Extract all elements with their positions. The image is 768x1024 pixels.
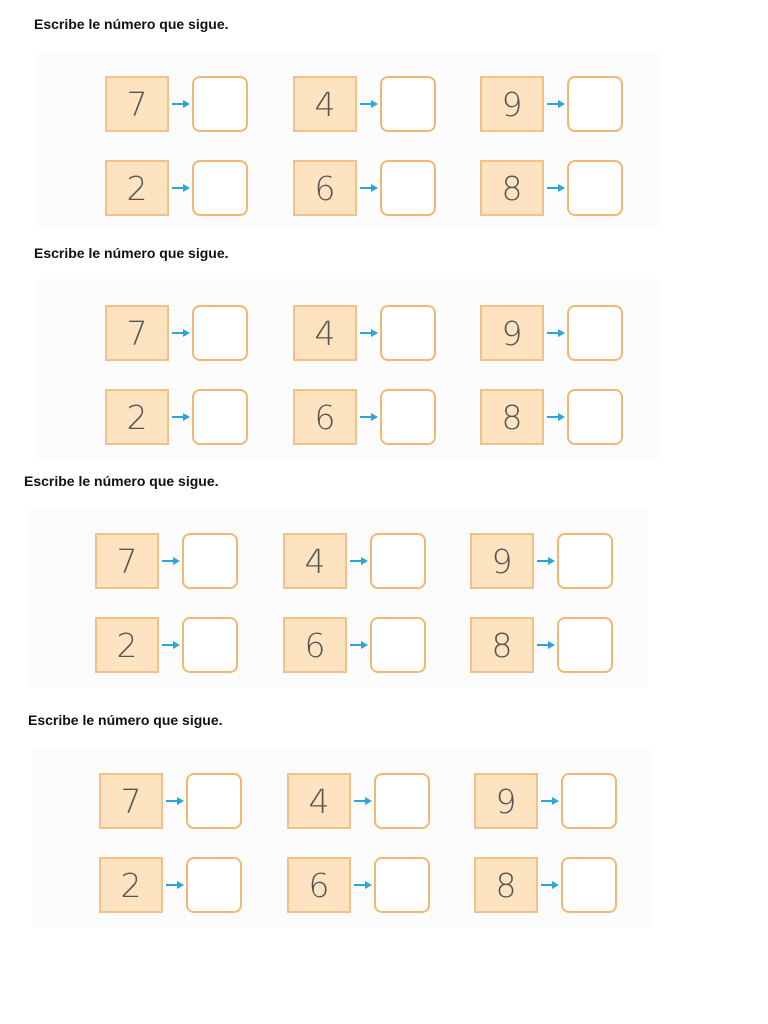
exercise-item [480, 305, 625, 365]
exercise-item [480, 76, 625, 136]
instruction-3: Escribe le número que sigue. [24, 473, 219, 489]
exercise-item [470, 533, 615, 593]
given-number: 6 [293, 160, 357, 216]
given-number: 8 [474, 857, 538, 913]
given-number: 4 [283, 533, 347, 589]
arrow-right-icon [171, 327, 191, 339]
exercise-item [105, 389, 250, 449]
instruction-4: Escribe le número que sigue. [28, 712, 223, 728]
arrow-right-icon [536, 639, 556, 651]
exercise-item [287, 857, 432, 917]
answer-box[interactable] [561, 857, 617, 913]
exercise-item [474, 773, 619, 833]
arrow-right-icon [165, 795, 185, 807]
arrow-right-icon [546, 182, 566, 194]
exercise-item [293, 389, 438, 449]
answer-box[interactable] [380, 305, 436, 361]
given-number: 4 [287, 773, 351, 829]
given-number: 9 [480, 76, 544, 132]
given-number: 2 [99, 857, 163, 913]
exercise-item [293, 160, 438, 220]
instruction-1: Escribe le número que sigue. [34, 16, 229, 32]
answer-box[interactable] [561, 773, 617, 829]
answer-box[interactable] [186, 773, 242, 829]
arrow-right-icon [536, 555, 556, 567]
answer-box[interactable] [380, 389, 436, 445]
answer-box[interactable] [567, 389, 623, 445]
exercise-item [293, 76, 438, 136]
arrow-right-icon [359, 98, 379, 110]
exercise-item [480, 389, 625, 449]
arrow-right-icon [540, 795, 560, 807]
answer-box[interactable] [192, 389, 248, 445]
given-number: 6 [283, 617, 347, 673]
given-number: 7 [95, 533, 159, 589]
arrow-right-icon [359, 411, 379, 423]
exercise-item [99, 773, 244, 833]
arrow-right-icon [546, 411, 566, 423]
exercise-item [293, 305, 438, 365]
arrow-right-icon [165, 879, 185, 891]
answer-box[interactable] [186, 857, 242, 913]
arrow-right-icon [359, 182, 379, 194]
arrow-right-icon [546, 327, 566, 339]
answer-box[interactable] [557, 533, 613, 589]
arrow-right-icon [171, 98, 191, 110]
exercise-item [470, 617, 615, 677]
given-number: 8 [470, 617, 534, 673]
given-number: 6 [287, 857, 351, 913]
exercise-item [287, 773, 432, 833]
exercise-item [105, 160, 250, 220]
exercise-item [480, 160, 625, 220]
arrow-right-icon [161, 555, 181, 567]
arrow-right-icon [349, 639, 369, 651]
exercise-item [474, 857, 619, 917]
exercise-item [99, 857, 244, 917]
arrow-right-icon [349, 555, 369, 567]
exercise-item [105, 76, 250, 136]
given-number: 8 [480, 389, 544, 445]
arrow-right-icon [353, 795, 373, 807]
answer-box[interactable] [374, 773, 430, 829]
exercise-item [95, 617, 240, 677]
given-number: 8 [480, 160, 544, 216]
answer-box[interactable] [192, 76, 248, 132]
exercise-item [283, 617, 428, 677]
answer-box[interactable] [380, 76, 436, 132]
given-number: 9 [480, 305, 544, 361]
answer-box[interactable] [182, 533, 238, 589]
answer-box[interactable] [557, 617, 613, 673]
given-number: 7 [105, 76, 169, 132]
arrow-right-icon [540, 879, 560, 891]
answer-box[interactable] [192, 160, 248, 216]
arrow-right-icon [546, 98, 566, 110]
exercise-panel-3 [28, 507, 648, 687]
answer-box[interactable] [374, 857, 430, 913]
exercise-panel-4 [32, 747, 652, 927]
arrow-right-icon [171, 182, 191, 194]
given-number: 6 [293, 389, 357, 445]
answer-box[interactable] [380, 160, 436, 216]
answer-box[interactable] [567, 305, 623, 361]
arrow-right-icon [353, 879, 373, 891]
exercise-panel-1 [38, 50, 658, 230]
exercise-item [283, 533, 428, 593]
exercise-item [105, 305, 250, 365]
answer-box[interactable] [567, 76, 623, 132]
given-number: 4 [293, 305, 357, 361]
given-number: 2 [105, 160, 169, 216]
arrow-right-icon [359, 327, 379, 339]
given-number: 7 [99, 773, 163, 829]
given-number: 4 [293, 76, 357, 132]
answer-box[interactable] [567, 160, 623, 216]
given-number: 9 [474, 773, 538, 829]
arrow-right-icon [161, 639, 181, 651]
given-number: 9 [470, 533, 534, 589]
given-number: 2 [105, 389, 169, 445]
answer-box[interactable] [182, 617, 238, 673]
given-number: 7 [105, 305, 169, 361]
arrow-right-icon [171, 411, 191, 423]
answer-box[interactable] [370, 533, 426, 589]
answer-box[interactable] [192, 305, 248, 361]
instruction-2: Escribe le número que sigue. [34, 245, 229, 261]
exercise-item [95, 533, 240, 593]
given-number: 2 [95, 617, 159, 673]
exercise-panel-2 [38, 279, 658, 459]
answer-box[interactable] [370, 617, 426, 673]
